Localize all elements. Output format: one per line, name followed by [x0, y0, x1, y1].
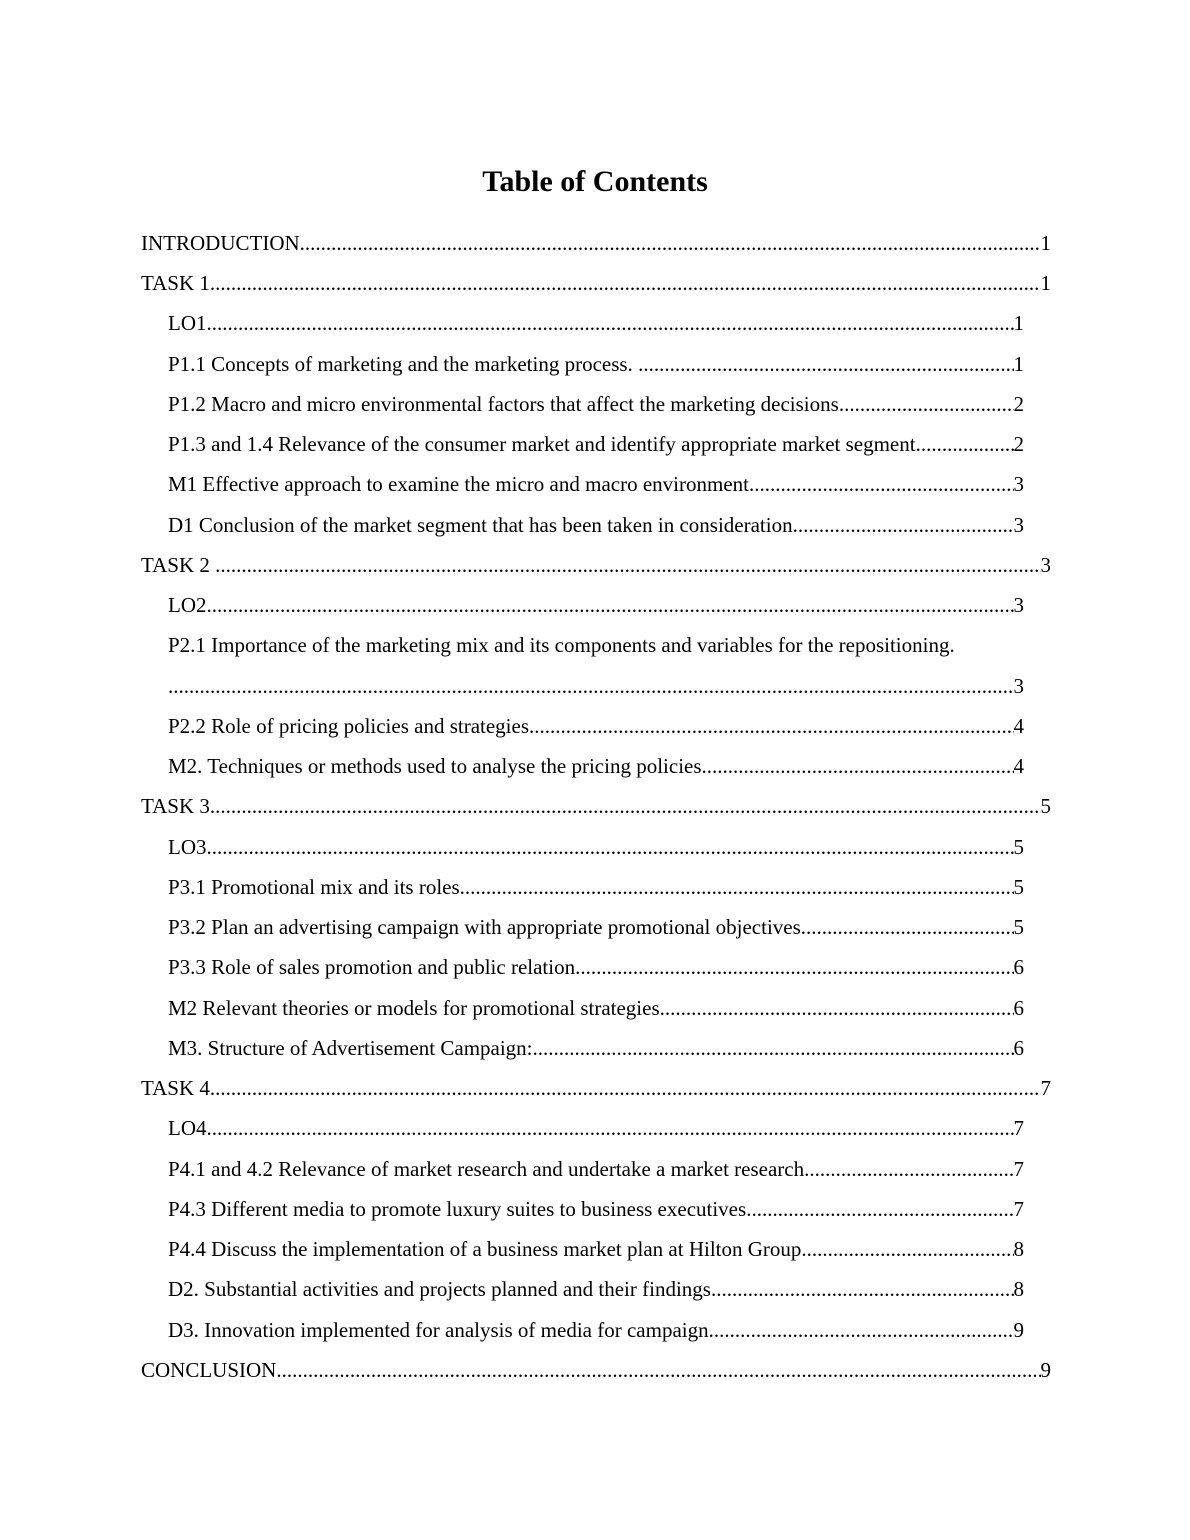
toc-entry-p1-3[interactable] — [168, 429, 1024, 459]
toc-entry-label: LO1 — [168, 311, 207, 335]
toc-entry-lo2[interactable] — [168, 590, 1024, 620]
toc-dot-leader — [709, 1315, 1014, 1345]
toc-entry-label: M2 Relevant theories or models for promotional strategies — [168, 996, 660, 1020]
toc-entry-d1[interactable] — [168, 510, 1024, 540]
toc-dot-leader — [839, 389, 1014, 419]
toc-entry-p2-1-label[interactable]: P2.1 Importance of the marketing mix and its components and variables for the repositioning. — [168, 633, 955, 657]
toc-dot-leader — [575, 952, 1013, 982]
toc-page-number: 9 — [1013, 1318, 1024, 1342]
toc-page-number: 7 — [1013, 1197, 1024, 1221]
toc-entry-label: LO4 — [168, 1116, 207, 1140]
toc-entry-label: TASK 1 — [141, 271, 210, 295]
toc-entry-label: TASK 3 — [141, 794, 210, 818]
toc-entry-label: TASK 2 — [141, 553, 216, 577]
toc-entry-label: M1 Effective approach to examine the micro and macro environment — [168, 472, 749, 496]
toc-page-number: 5 — [1013, 875, 1024, 899]
toc-dot-leader — [276, 1355, 1040, 1385]
toc-entry-label: P1.1 Concepts of marketing and the marketing process. — [168, 352, 639, 376]
toc-dot-leader — [210, 268, 1041, 298]
toc-entry-lo4[interactable] — [168, 1113, 1024, 1143]
toc-entry-task-2[interactable] — [141, 550, 1051, 580]
toc-entry-p4-3[interactable] — [168, 1194, 1024, 1224]
toc-dot-leader — [460, 872, 1014, 902]
toc-entry-p1-2[interactable] — [168, 389, 1024, 419]
toc-entry-label: P3.1 Promotional mix and its roles — [168, 875, 460, 899]
toc-entry-task-4[interactable] — [141, 1073, 1051, 1103]
toc-page-number: 2 — [1013, 392, 1024, 416]
toc-entry-label: INTRODUCTION — [141, 231, 300, 255]
toc-dot-leader — [207, 590, 1014, 620]
toc-page-number: 3 — [1013, 472, 1024, 496]
toc-dot-leader — [801, 912, 1014, 942]
toc-dot-leader — [533, 1033, 1014, 1063]
toc-page-number: 7 — [1013, 1157, 1024, 1181]
toc-page-number: 3 — [1040, 553, 1051, 577]
toc-entry-label: P2.2 Role of pricing policies and strategies — [168, 714, 530, 738]
toc-page-number: 8 — [1013, 1237, 1024, 1261]
toc-entry-label: P1.2 Macro and micro environmental factors that affect the marketing decisions — [168, 392, 839, 416]
toc-page-number: 8 — [1013, 1277, 1024, 1301]
toc-dot-leader — [210, 791, 1041, 821]
toc-entry-conclusion[interactable] — [141, 1355, 1051, 1385]
toc-page-number: 3 — [1013, 674, 1024, 698]
toc-page-number: 7 — [1040, 1076, 1051, 1100]
toc-page-number: 1 — [1013, 352, 1024, 376]
toc-dot-leader — [207, 1113, 1014, 1143]
toc-entry-label: D2. Substantial activities and projects planned and their findings — [168, 1277, 711, 1301]
toc-entry-m2-techniques[interactable] — [168, 751, 1024, 781]
toc-entry-d2[interactable] — [168, 1274, 1024, 1304]
toc-entry-label: P3.3 Role of sales promotion and public relation — [168, 955, 576, 979]
toc-dot-leader — [529, 711, 1013, 741]
toc-entry-label: P4.3 Different media to promote luxury suites to business executives — [168, 1197, 747, 1221]
toc-page-number: 6 — [1013, 955, 1024, 979]
toc-page-number: 3 — [1013, 593, 1024, 617]
toc-page-number: 7 — [1013, 1116, 1024, 1140]
toc-page-number: 1 — [1040, 231, 1051, 255]
toc-entry-label: LO2 — [168, 593, 207, 617]
toc-entry-lo1[interactable] — [168, 308, 1024, 338]
toc-page-number: 4 — [1013, 714, 1024, 738]
toc-dot-leader — [638, 349, 1013, 379]
toc-entry-label: CONCLUSION — [141, 1358, 277, 1382]
toc-entry-p2-1-leader-line[interactable] — [168, 671, 1024, 701]
toc-entry-p1-1[interactable] — [168, 349, 1024, 379]
toc-entry-label: M2. Techniques or methods used to analyse the pricing policies — [168, 754, 702, 778]
toc-page-number: 6 — [1013, 1036, 1024, 1060]
toc-entry-label: D3. Innovation implemented for analysis of media for campaign — [168, 1318, 709, 1342]
toc-page-number: 3 — [1013, 513, 1024, 537]
toc-dot-leader — [711, 1274, 1014, 1304]
toc-page-number: 2 — [1013, 432, 1024, 456]
toc-entry-p3-1[interactable] — [168, 872, 1024, 902]
toc-entry-label: TASK 4 — [141, 1076, 210, 1100]
toc-dot-leader — [793, 510, 1014, 540]
toc-dot-leader — [746, 1194, 1013, 1224]
toc-page-number: 5 — [1013, 915, 1024, 939]
toc-entry-lo3[interactable] — [168, 832, 1024, 862]
toc-entry-m2-theories[interactable] — [168, 993, 1024, 1023]
toc-page-number: 6 — [1013, 996, 1024, 1020]
toc-entry-label: D1 Conclusion of the market segment that has been taken in consideration — [168, 513, 793, 537]
toc-entry-label: P4.1 and 4.2 Relevance of market research and undertake a market research — [168, 1157, 805, 1181]
toc-dot-leader — [207, 832, 1014, 862]
toc-entry-label: P1.3 and 1.4 Relevance of the consumer market and identify appropriate market segment. — [168, 432, 921, 456]
toc-entry-p2-2[interactable] — [168, 711, 1024, 741]
toc-entry-label: P3.2 Plan an advertising campaign with appropriate promotional objectives — [168, 915, 801, 939]
toc-dot-leader — [749, 469, 1014, 499]
toc-entry-label: P4.4 Discuss the implementation of a business market plan at Hilton Group — [168, 1237, 802, 1261]
toc-entry-label: M3. Structure of Advertisement Campaign: — [168, 1036, 533, 1060]
toc-entry-task-3[interactable] — [141, 791, 1051, 821]
toc-dot-leader — [210, 1073, 1041, 1103]
toc-dot-leader — [702, 751, 1014, 781]
toc-entry-p4-1[interactable] — [168, 1154, 1024, 1184]
toc-entry-introduction[interactable] — [141, 228, 1051, 258]
toc-dot-leader — [215, 550, 1040, 580]
toc-page-number: 9 — [1040, 1358, 1051, 1382]
toc-entry-label: LO3 — [168, 835, 207, 859]
toc-dot-leader — [660, 993, 1014, 1023]
toc-page-number: 4 — [1013, 754, 1024, 778]
toc-entry-m3[interactable] — [168, 1033, 1024, 1063]
toc-page-number: 1 — [1013, 311, 1024, 335]
toc-page-number: 1 — [1040, 271, 1051, 295]
toc-dot-leader — [921, 429, 1014, 459]
toc-entry-m1[interactable] — [168, 469, 1024, 499]
toc-dot-leader — [207, 308, 1014, 338]
toc-entry-d3[interactable] — [168, 1315, 1024, 1345]
toc-entry-task-1[interactable] — [141, 268, 1051, 298]
toc-dot-leader — [804, 1154, 1013, 1184]
toc-dot-leader — [168, 671, 1014, 701]
toc-page-number: 5 — [1040, 794, 1051, 818]
document-title: Table of Contents — [482, 165, 708, 198]
toc-entry-p4-4[interactable] — [168, 1234, 1024, 1264]
toc-dot-leader — [300, 228, 1041, 258]
toc-page-number: 5 — [1013, 835, 1024, 859]
toc-entry-p3-2[interactable] — [168, 912, 1024, 942]
toc-dot-leader — [801, 1234, 1013, 1264]
toc-entry-p3-3[interactable] — [168, 952, 1024, 982]
